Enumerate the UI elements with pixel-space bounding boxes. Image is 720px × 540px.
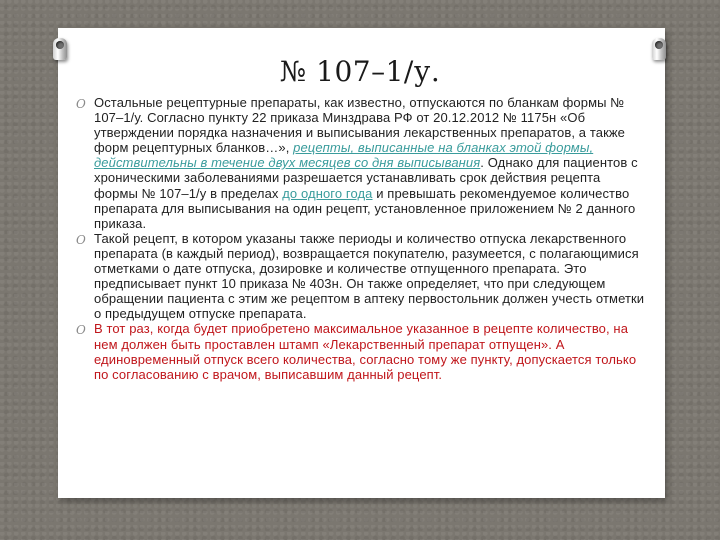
- bullet-icon: O: [76, 323, 86, 338]
- list-item: [76, 231, 646, 322]
- paragraph-text: и превышать рекомендуемое количество препарата для выписывания на один рецепт, установленное приложением № 2 данного приказа.: [94, 185, 636, 231]
- slide-title: № 107–1/у.: [279, 55, 441, 88]
- bullet-icon: O: [76, 97, 86, 111]
- validity-link[interactable]: рецепты, выписанные на бланках этой формы, действительны в течение двух месяцев со дня выписывания: [94, 140, 594, 171]
- slide-content: [76, 95, 646, 382]
- bullet-icon: O: [76, 232, 86, 247]
- one-year-link[interactable]: до одного года: [282, 185, 373, 201]
- list-item: [76, 321, 646, 381]
- paragraph-text: В тот раз, когда будет приобретено максимальное указанное в рецепте количество, на нем должен быть проставлен штамп «Лекарственный препарат отпущен». А единовременный отпуск всего количества, согласно тому же пункту, допускается только по согласованию с врачом, выписавшим данный рецепт.: [94, 321, 637, 382]
- paragraph-text: . Однако для пациентов с хроническими заболеваниями разрешается устанавливать срок действия рецепта формы № 107–1/у в пределах: [94, 155, 638, 201]
- list-item: [76, 95, 646, 231]
- paragraph-text: Остальные рецептурные препараты, как известно, отпускаются по бланкам формы № 107–1/у. Согласно пункту 22 приказа Минздрава РФ от 20.12.2012 № 1175н «Об утверждении порядка назначения и выписывания лекарственных препаратов, а также форм рецептурных бланков…»,: [94, 95, 625, 156]
- paragraph-text: Такой рецепт, в котором указаны также периоды и количество отпуска лекарственного препарата (в каждый период), возвращается покупателю, разумеется, с полагающимися отметками о дате отпуска, дозировке и количестве отпущенного препарата. Это предписывает пункт 10 приказа № 403н. Он также определяет, что при следующем обращении пациента с этим же рецептом в аптеку первостольник должен учесть отметки о предыдущем отпуске препарата.: [94, 230, 645, 322]
